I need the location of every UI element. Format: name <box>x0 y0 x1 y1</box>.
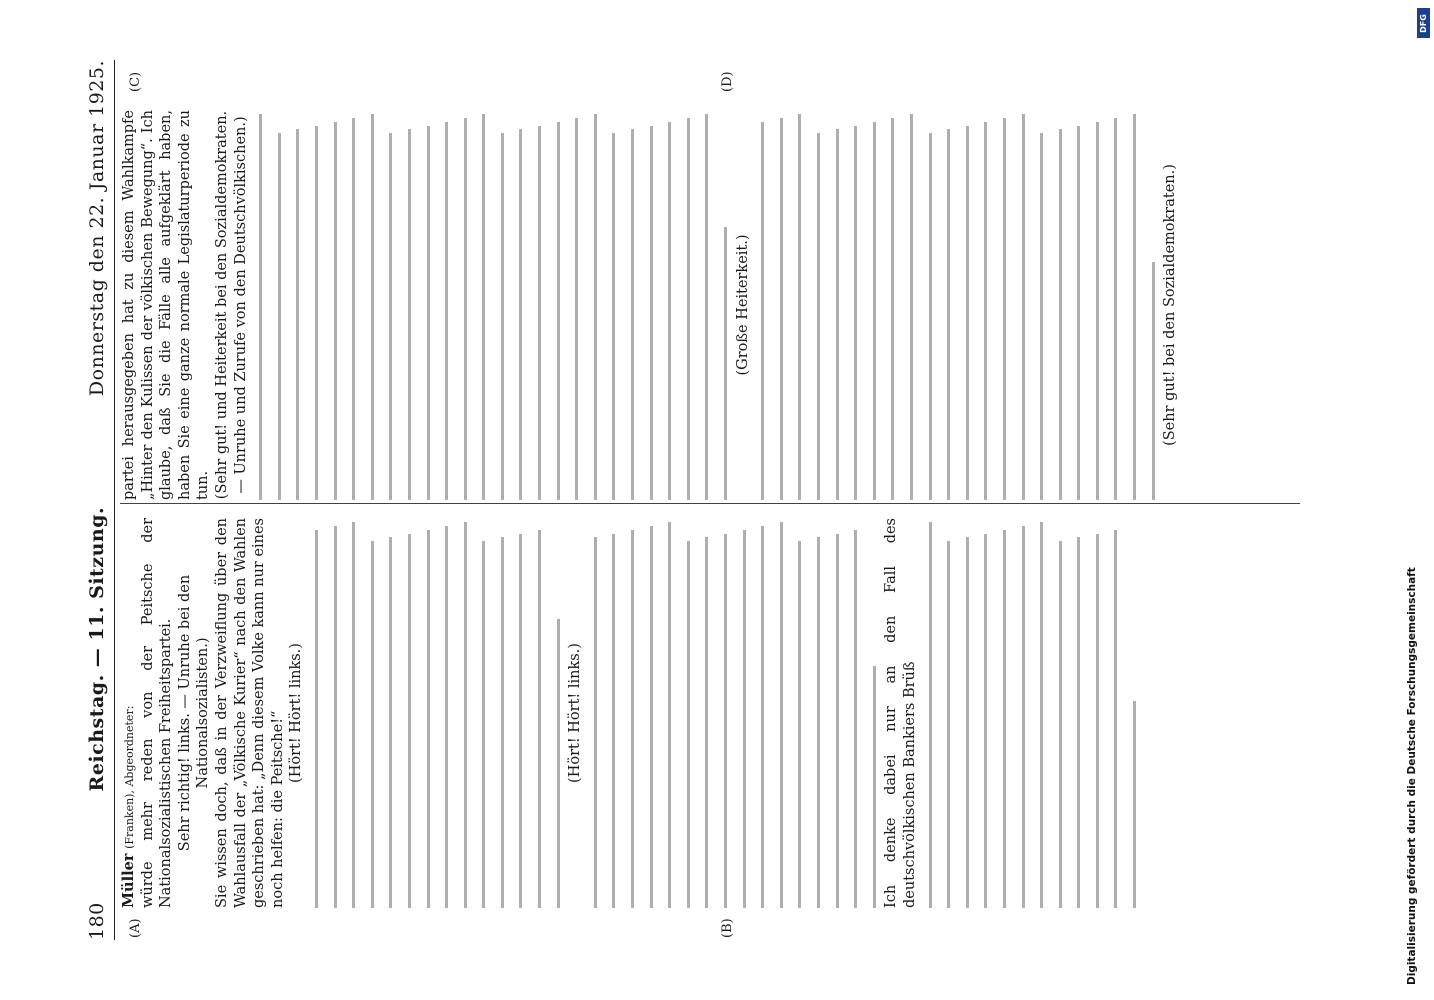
text-line-bar <box>427 530 430 908</box>
text-line <box>492 518 511 908</box>
text-line-bar <box>705 114 708 500</box>
text-line <box>1013 110 1032 500</box>
text-line <box>882 110 901 500</box>
text-block-right-1 <box>250 110 733 500</box>
text-line-bar <box>631 130 634 501</box>
closing-paragraph: Ich denke dabei nur an den Fall des deutschvölkischen Bankiers Brüß <box>883 518 918 908</box>
text-line <box>1087 518 1106 908</box>
text-line <box>436 110 455 500</box>
text-line-bar <box>947 130 950 501</box>
text-line-bar <box>947 541 950 908</box>
text-line <box>715 110 734 500</box>
text-line <box>548 110 567 500</box>
text-block-left-3 <box>920 518 1143 908</box>
interjection: Sehr richtig! links. — Unruhe bei den Nationalsozialisten.) <box>176 574 212 852</box>
text-line-bar <box>352 118 355 500</box>
text-line <box>678 110 697 500</box>
margin-marker-c: (C) <box>128 71 143 92</box>
opening-paragraph: würde mehr reden von der Peitsche der Nationalsozialistischen Freiheitspartei. <box>139 518 175 908</box>
text-line <box>436 518 455 908</box>
text-line <box>399 110 418 500</box>
text-line <box>585 518 604 908</box>
margin-marker-d: (D) <box>720 71 735 92</box>
text-line-bar <box>1003 118 1006 500</box>
right-column <box>120 110 1300 500</box>
text-line <box>269 110 288 500</box>
text-line-bar <box>873 122 876 500</box>
text-line <box>901 110 920 500</box>
quote-paragraph: Sie wissen doch, daß in der Verzweiflung über den Wahlausfall der „Völkische Kurier“ nach den Wahlen geschrieben hat: „Denn diesem Volke kann nur eines noch helfen: die Peitsche!“ <box>213 518 286 908</box>
text-line-bar <box>501 538 504 909</box>
text-line-bar <box>817 538 820 909</box>
text-line <box>1124 110 1143 500</box>
text-line-bar <box>408 534 411 908</box>
text-line <box>362 110 381 500</box>
text-line-bar <box>705 538 708 909</box>
text-line-bar <box>687 541 690 908</box>
text-line <box>510 518 529 908</box>
text-block-right-2 <box>752 110 1161 500</box>
text-line-bar <box>873 666 876 908</box>
text-line-bar <box>612 534 615 908</box>
text-line <box>827 518 846 908</box>
text-line-bar <box>278 133 281 500</box>
text-line-bar <box>854 530 857 908</box>
text-line-bar <box>668 122 671 500</box>
text-line-bar <box>389 538 392 909</box>
text-line <box>1105 518 1124 908</box>
text-line <box>752 518 771 908</box>
text-line-bar <box>1022 114 1025 500</box>
text-line <box>827 110 846 500</box>
text-line <box>1068 110 1087 500</box>
text-line-bar <box>389 133 392 500</box>
text-line-bar <box>1133 114 1136 500</box>
text-line-bar <box>1114 118 1117 500</box>
text-line-bar <box>334 526 337 908</box>
interjection: (Sehr gut! und Heiterkeit bei den Sozialdemokraten. — Unruhe und Zurufe von den Deutschvölkischen.) <box>213 110 249 500</box>
text-line-bar <box>371 541 374 908</box>
text-line <box>938 518 957 908</box>
text-line <box>659 518 678 908</box>
text-line-bar <box>854 126 857 500</box>
text-line-bar <box>650 526 653 908</box>
text-line-bar <box>519 534 522 908</box>
text-line-bar <box>780 522 783 908</box>
text-line-bar <box>780 118 783 500</box>
digitization-credit: Digitalisierung gefördert durch die Deutsche Forschungsgemeinschaft <box>1406 567 1418 985</box>
text-line <box>789 518 808 908</box>
text-line <box>343 110 362 500</box>
text-line <box>696 518 715 908</box>
text-line-bar <box>594 114 597 500</box>
text-line <box>957 110 976 500</box>
text-line-bar <box>538 530 541 908</box>
text-line <box>938 110 957 500</box>
text-line-bar <box>594 538 597 909</box>
text-line <box>808 110 827 500</box>
text-line <box>418 518 437 908</box>
text-line-bar <box>501 133 504 500</box>
text-line <box>603 110 622 500</box>
text-line-bar <box>966 538 969 909</box>
text-line-bar <box>519 130 522 501</box>
text-line-bar <box>427 126 430 500</box>
text-line <box>622 110 641 500</box>
text-line <box>603 518 622 908</box>
text-line-bar <box>668 522 671 908</box>
text-line-bar <box>631 530 634 908</box>
text-line-bar <box>761 526 764 908</box>
text-line-bar <box>315 126 318 500</box>
text-line-bar <box>1077 126 1080 500</box>
text-line-bar <box>334 122 337 500</box>
opening-paragraph: partei herausgegeben hat zu diesem Wahlkampfe „Hinter den Kulissen der völkischen Bewegung“. Ich glaube, daß Sie die Fälle alle aufgeklärt haben, haben Sie eine ganze normale Legislaturperiode zu tun. <box>121 110 212 500</box>
text-line <box>622 518 641 908</box>
text-line-bar <box>445 122 448 500</box>
text-line <box>1050 110 1069 500</box>
speaker-name: Müller <box>120 853 137 908</box>
text-line <box>306 518 325 908</box>
page-header <box>80 60 115 940</box>
text-line-bar <box>1114 530 1117 908</box>
text-line-bar <box>612 133 615 500</box>
text-line-bar <box>929 133 932 500</box>
text-line <box>1068 518 1087 908</box>
text-line-bar <box>724 534 727 908</box>
text-line-bar <box>836 534 839 908</box>
column-rule <box>120 503 1300 504</box>
text-line <box>957 518 976 908</box>
text-line <box>473 518 492 908</box>
text-line <box>752 110 771 500</box>
text-line-bar <box>650 126 653 500</box>
text-line <box>287 110 306 500</box>
text-line-bar <box>1077 538 1080 909</box>
text-line <box>418 110 437 500</box>
text-line <box>325 518 344 908</box>
text-line-bar <box>910 114 913 500</box>
date-title: Donnerstag den 22. Januar 1925. <box>86 60 108 397</box>
text-line <box>641 518 660 908</box>
page-number: 180 <box>86 902 108 940</box>
text-line-bar <box>1133 701 1136 908</box>
dfg-logo-icon: DFG <box>1417 8 1430 38</box>
text-line <box>529 518 548 908</box>
text-line <box>771 518 790 908</box>
text-line <box>1087 110 1106 500</box>
text-line-bar <box>798 114 801 500</box>
text-line <box>492 110 511 500</box>
text-line-bar <box>464 522 467 908</box>
text-line <box>920 110 939 500</box>
text-line-bar <box>836 130 839 501</box>
text-line-bar <box>408 130 411 501</box>
text-line <box>380 110 399 500</box>
text-line <box>1050 518 1069 908</box>
text-line-bar <box>1003 530 1006 908</box>
text-line <box>325 110 344 500</box>
text-line <box>548 518 567 908</box>
margin-marker-a: (A) <box>128 918 143 938</box>
text-line <box>510 110 529 500</box>
text-line-bar <box>538 126 541 500</box>
text-line <box>566 110 585 500</box>
text-line <box>362 518 381 908</box>
text-block-left-2 <box>585 518 883 908</box>
text-line <box>343 518 362 908</box>
text-line-bar <box>984 534 987 908</box>
text-line <box>399 518 418 908</box>
text-line <box>771 110 790 500</box>
text-line <box>455 110 474 500</box>
text-line-bar <box>557 619 560 908</box>
text-line-bar <box>1152 262 1155 500</box>
interjection: (Große Heiterkeit.) <box>734 234 751 376</box>
text-line-bar <box>891 118 894 500</box>
interjection: (Sehr gut! bei den Sozialdemokraten.) <box>1162 164 1179 446</box>
text-line-bar <box>761 122 764 500</box>
text-line-bar <box>1096 534 1099 908</box>
text-line <box>455 518 474 908</box>
text-line-bar <box>1040 522 1043 908</box>
text-line-bar <box>724 227 727 500</box>
text-line-bar <box>315 530 318 908</box>
margin-marker-b: (B) <box>720 918 735 938</box>
text-line-bar <box>1096 122 1099 500</box>
text-line <box>1013 518 1032 908</box>
text-line <box>845 518 864 908</box>
text-line <box>380 518 399 908</box>
text-line <box>1105 110 1124 500</box>
text-line <box>789 110 808 500</box>
text-line <box>715 518 734 908</box>
text-line <box>250 110 269 500</box>
text-line <box>808 518 827 908</box>
session-title: Reichstag. — 11. Sitzung. <box>86 506 108 792</box>
text-line <box>864 110 883 500</box>
text-line <box>994 518 1013 908</box>
text-line-bar <box>464 118 467 500</box>
text-line <box>529 110 548 500</box>
text-line <box>678 518 697 908</box>
interjection: (Hört! Hört! links.) <box>567 643 584 783</box>
speaker-note: (Franken), Abgeordneter: <box>123 705 136 849</box>
text-line <box>473 110 492 500</box>
text-line <box>734 518 753 908</box>
text-line <box>845 110 864 500</box>
text-line <box>696 110 715 500</box>
text-line <box>1124 518 1143 908</box>
text-line-bar <box>817 133 820 500</box>
text-line-bar <box>259 114 262 500</box>
text-line-bar <box>984 122 987 500</box>
text-line-bar <box>966 126 969 500</box>
text-line <box>1031 110 1050 500</box>
text-line-bar <box>743 530 746 908</box>
document-page <box>80 60 1310 940</box>
text-line <box>994 110 1013 500</box>
text-line <box>975 518 994 908</box>
interjection: (Hört! Hört! links.) <box>288 643 305 783</box>
text-block-left-1 <box>306 518 566 908</box>
text-line <box>864 518 883 908</box>
text-line <box>306 110 325 500</box>
text-line-bar <box>296 130 299 501</box>
text-line-bar <box>482 114 485 500</box>
text-line <box>641 110 660 500</box>
text-line-bar <box>557 122 560 500</box>
text-line-bar <box>482 541 485 908</box>
text-line-bar <box>371 114 374 500</box>
left-column <box>120 518 1300 908</box>
text-line-bar <box>687 118 690 500</box>
text-line-bar <box>1040 133 1043 500</box>
text-line <box>585 110 604 500</box>
text-line <box>1031 518 1050 908</box>
text-line-bar <box>929 522 932 908</box>
text-line-bar <box>575 118 578 500</box>
text-line-bar <box>798 541 801 908</box>
text-line-bar <box>1059 541 1062 908</box>
text-line <box>1143 110 1162 500</box>
text-line-bar <box>445 526 448 908</box>
text-line <box>659 110 678 500</box>
text-line <box>920 518 939 908</box>
text-line-bar <box>352 522 355 908</box>
text-line <box>975 110 994 500</box>
text-line-bar <box>1059 130 1062 501</box>
text-line-bar <box>1022 526 1025 908</box>
